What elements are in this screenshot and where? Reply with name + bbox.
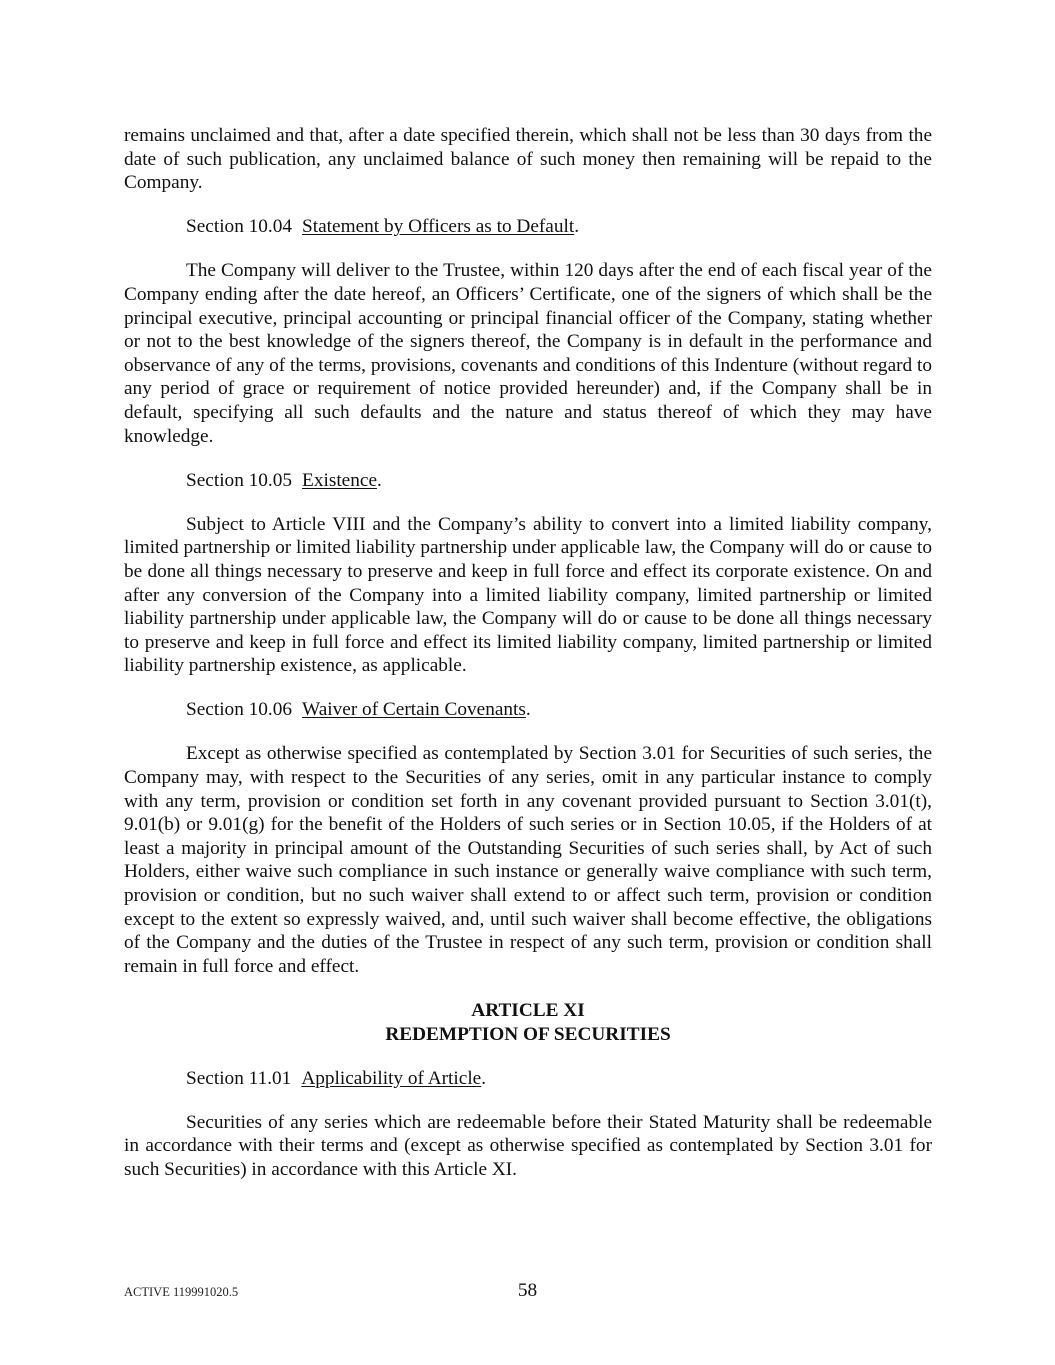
spacer: [124, 978, 932, 999]
spacer: [124, 492, 932, 513]
article-subtitle: REDEMPTION OF SECURITIES: [385, 1023, 671, 1045]
section-period: .: [377, 469, 382, 491]
spacer: [124, 1046, 932, 1067]
section-10-04-heading: [186, 215, 932, 239]
section-title: Waiver of Certain Covenants: [302, 699, 526, 721]
spacer: [124, 678, 932, 699]
page-number: 58: [517, 1280, 538, 1301]
section-title: Existence: [302, 469, 377, 491]
section-11-01-heading: [186, 1067, 932, 1091]
section-number: Section 10.06: [186, 699, 293, 721]
section-title: Statement by Officers as to Default: [302, 216, 575, 238]
section-number: Section 10.05: [186, 469, 293, 491]
section-10-05-heading: [186, 469, 932, 493]
spacer: [124, 448, 932, 469]
paragraph-waiver-of-covenants: Except as otherwise specified as contemplated by Section 3.01 for Securities of such series, the Company may, with respect to the Securities of any series, omit in any particular instance to comply with any term, provision or condition set forth in any covenant provided pursuant to Section 3.01(t), 9.01(b) or 9.01(g) for the benefit of the Holders of such series or in Section 10.05, if the Holders of at least a majority in principal amount of the Outstanding Securities of such series shall, by Act of such Holders, either waive such compliance in such instance or generally waive compliance with such term, provision or condition, but no such waiver shall extend to or affect such term, provision or condition except to the extent so expressly waived, and, until such waiver shall become effective, the obligations of the Company and the duties of the Trustee in respect of any such term, provision or condition shall remain in full force and effect.: [124, 743, 932, 977]
spacer: [124, 239, 932, 260]
section-10-06-heading: [186, 698, 932, 722]
document-body: [124, 124, 932, 1181]
paragraph-statement-by-officers: The Company will deliver to the Trustee, within 120 days after the end of each fiscal year of the Company ending after the date hereof, an Officers’ Certificate, one of the signers of which shall be the principal executive, principal accounting or principal financial officer of the Company, stating whether or not to the best knowledge of the signers thereof, the Company is in default in the performance and observance of any of the terms, provisions, covenants and conditions of this Indenture (without regard to any period of grace or requirement of notice provided hereunder) and, if the Company shall be in default, specifying all such defaults and the nature and status thereof of which they may have knowledge.: [124, 260, 933, 447]
document-id: ACTIVE 119991020.5: [124, 1285, 239, 1299]
section-period: .: [574, 216, 580, 238]
paragraph-unclaimed-money: remains unclaimed and that, after a date specified therein, which shall not be less than 30 days from the date of such publication, any unclaimed balance of such money then remaining will be repaid to the Company.: [124, 125, 932, 194]
section-number: Section 10.04: [186, 216, 293, 238]
paragraph-applicability: Securities of any series which are redeemable before their Stated Maturity shall be redeemable in accordance with their terms and (except as otherwise specified as contemplated by Section 3.01 for such Securities) in accordance with this Article XI.: [124, 1111, 932, 1180]
section-title: Applicability of Article: [301, 1067, 482, 1089]
paragraph-existence: Subject to Article VIII and the Company’s ability to convert into a limited liability company, limited partnership or limited liability partnership under applicable law, the Company will do or cause to be done all things necessary to preserve and keep in full force and effect its corporate existence. On and after any conversion of the Company into a limited liability company, limited partnership or limited liability partnership under applicable law, the Company will do or cause to be done all things necessary to preserve and keep in full force and effect its limited liability company, limited partnership or limited liability partnership existence, as applicable.: [124, 513, 932, 677]
section-period: .: [525, 699, 531, 721]
article-title: ARTICLE XI: [471, 999, 585, 1021]
spacer: [124, 195, 932, 216]
section-period: .: [481, 1067, 487, 1089]
spacer: [124, 1090, 932, 1111]
section-number: Section 11.01: [186, 1067, 292, 1089]
spacer: [124, 722, 932, 743]
